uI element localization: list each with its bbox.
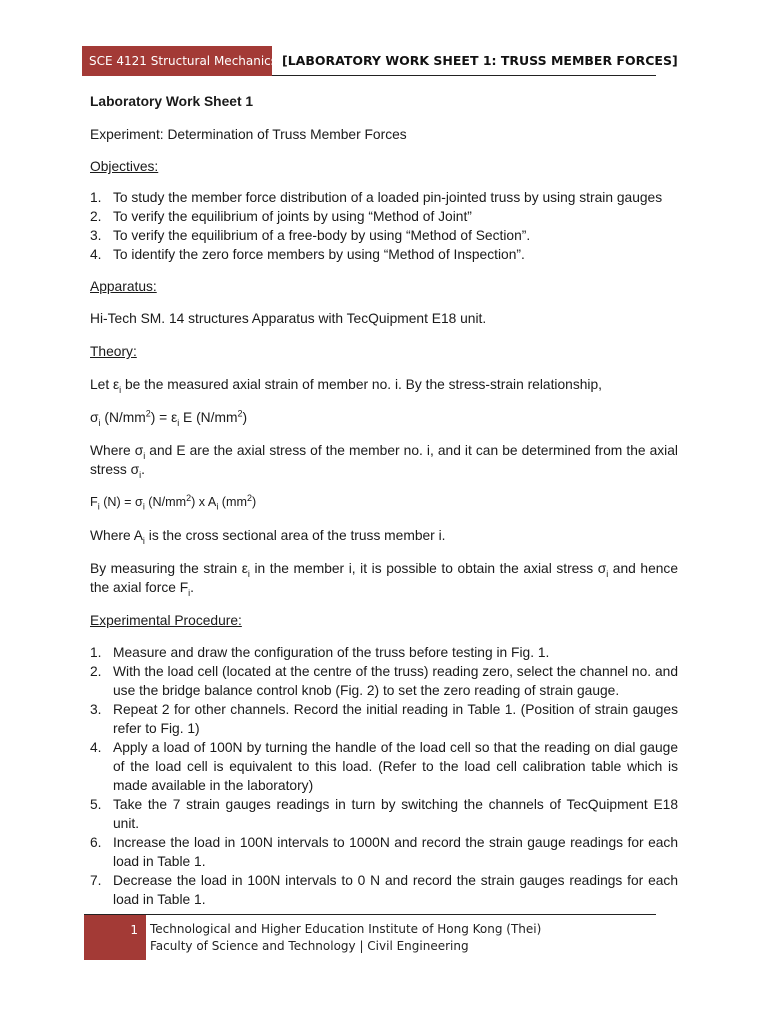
- measure-explanation: By measuring the strain $\varepsilon_i$ in the member i, it is possible to obtain the axial stress $\sigma_i$ and hence the axial force $F_i$.: [90, 561, 678, 598]
- list-item: 6. Increase the load in 100N intervals to 1000N and record the strain gauge readings for each load in Table 1.: [90, 835, 678, 869]
- apparatus-text: Hi-Tech SM. 14 structures Apparatus with TecQuipment E18 unit.: [90, 311, 487, 326]
- list-item: 2. To verify the equilibrium of joints by using “Method of Joint”: [90, 209, 472, 224]
- page-number: 1: [84, 915, 146, 960]
- list-item: 1. To study the member force distribution of a loaded pin-jointed truss by using strain gauges: [90, 190, 663, 205]
- sheet-title: Laboratory Work Sheet 1: [90, 94, 254, 109]
- force-equation: $F_i$ $(N) = \sigma_i$ $(N/mm^2)$ x $A_i$ $(mm^2)$: [90, 492, 257, 512]
- header-divider: [272, 75, 656, 76]
- apparatus-heading: Apparatus:: [90, 279, 157, 294]
- stress-explanation: Where $\sigma_i$ and E are the axial stress of the member no. i, and it can be determined from the axial stress $\sigma_i$.: [90, 443, 678, 480]
- document-body: [90, 92, 678, 909]
- list-item: 4. To identify the zero force members by using “Method of Inspection”.: [90, 247, 525, 262]
- theory-heading: Theory:: [90, 344, 137, 359]
- list-item: 7. Decrease the load in 100N intervals to 0 N and record the strain gauges readings for each load in Table 1.: [90, 873, 678, 907]
- procedure-heading: Experimental Procedure:: [90, 613, 242, 628]
- footer-institution: [150, 921, 541, 955]
- list-item: 3. To verify the equilibrium of a free-body by using “Method of Section”.: [90, 228, 531, 243]
- footer-line-2: Faculty of Science and Technology | Civil Engineering: [150, 939, 469, 953]
- page-footer: [84, 914, 656, 960]
- list-item: 1. Measure and draw the configuration of the truss before testing in Fig. 1.: [90, 645, 550, 660]
- footer-divider: [84, 914, 656, 915]
- stress-equation: $\sigma_i$ $(N/mm^2) = \varepsilon_i$ E $(N/mm^2)$: [90, 408, 248, 428]
- area-explanation: Where $A_i$ is the cross sectional area of the truss member i.: [90, 528, 446, 546]
- course-badge: SCE 4121 Structural Mechanics: [82, 46, 272, 76]
- header-title: [LABORATORY WORK SHEET 1: TRUSS MEMBER FORCES]: [282, 53, 678, 68]
- experiment-line: Experiment: Determination of Truss Member Forces: [90, 127, 407, 142]
- list-item: 2. With the load cell (located at the centre of the truss) reading zero, select the channel no. and use the bridge balance control knob (Fig. 2) to set the zero reading of strain gauge.: [90, 664, 678, 698]
- theory-intro: Let $\varepsilon_i$ be the measured axial strain of member no. i. By the stress-strain relationship,: [90, 377, 602, 395]
- list-item: 4. Apply a load of 100N by turning the handle of the load cell so that the reading on dial gauge of the load cell is equivalent to this load. (Refer to the load cell calibration table which is made available in the laboratory): [90, 740, 678, 793]
- procedure-list: [90, 643, 678, 909]
- footer-line-1: Technological and Higher Education Institute of Hong Kong (Thei): [150, 922, 542, 936]
- list-item: 3. Repeat 2 for other channels. Record the initial reading in Table 1. (Position of strain gauges refer to Fig. 1): [90, 702, 678, 736]
- objectives-heading: Objectives:: [90, 159, 159, 174]
- page-header: [82, 46, 678, 76]
- objectives-list: [90, 188, 678, 264]
- list-item: 5. Take the 7 strain gauges readings in turn by switching the channels of TecQuipment E18 unit.: [90, 797, 678, 831]
